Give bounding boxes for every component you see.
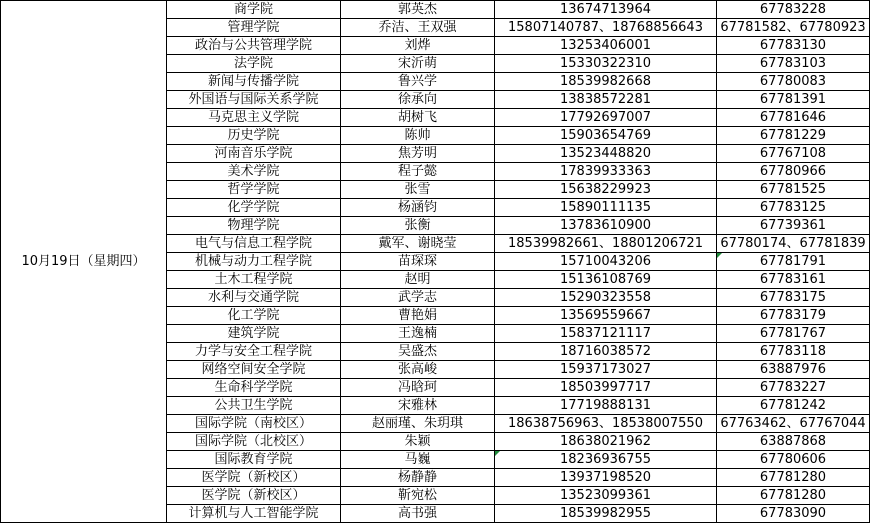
office-phone-cell[interactable]: 67781646 (717, 109, 870, 127)
contact-cell[interactable]: 赵明 (341, 271, 495, 289)
contact-cell[interactable]: 鲁兴学 (341, 73, 495, 91)
mobile-cell[interactable]: 13569559667 (495, 307, 717, 325)
mobile-cell[interactable]: 15638229923 (495, 181, 717, 199)
contact-cell[interactable]: 高书强 (341, 505, 495, 523)
mobile-cell[interactable]: 15890111135 (495, 199, 717, 217)
mobile-cell[interactable]: 15937173027 (495, 361, 717, 379)
mobile-cell[interactable]: 17719888131 (495, 397, 717, 415)
office-phone-cell[interactable]: 67783125 (717, 199, 870, 217)
mobile-cell[interactable]: 13674713964 (495, 1, 717, 19)
contact-cell[interactable]: 乔洁、王双强 (341, 19, 495, 37)
college-cell[interactable]: 力学与安全工程学院 (167, 343, 341, 361)
contact-cell[interactable]: 靳宛松 (341, 487, 495, 505)
office-phone-cell[interactable]: 63887976 (717, 361, 870, 379)
office-phone-cell[interactable]: 67781229 (717, 127, 870, 145)
mobile-cell[interactable]: 17839933363 (495, 163, 717, 181)
office-phone-cell[interactable]: 67783130 (717, 37, 870, 55)
college-cell[interactable]: 管理学院 (167, 19, 341, 37)
contact-cell[interactable]: 朱颖 (341, 433, 495, 451)
college-cell[interactable]: 建筑学院 (167, 325, 341, 343)
office-phone-cell[interactable]: 67780083 (717, 73, 870, 91)
mobile-cell[interactable]: 13523099361 (495, 487, 717, 505)
mobile-cell[interactable]: 17792697007 (495, 109, 717, 127)
college-cell[interactable]: 化学学院 (167, 199, 341, 217)
mobile-cell[interactable]: 13523448820 (495, 145, 717, 163)
office-phone-cell[interactable]: 67780966 (717, 163, 870, 181)
college-cell[interactable]: 国际学院（南校区） (167, 415, 341, 433)
contact-cell[interactable]: 戴军、谢晓莹 (341, 235, 495, 253)
office-phone-cell[interactable]: 67783161 (717, 271, 870, 289)
mobile-cell[interactable]: 13838572281 (495, 91, 717, 109)
office-phone-cell[interactable]: 67783175 (717, 289, 870, 307)
mobile-cell[interactable]: 15710043206 (495, 253, 717, 271)
college-cell[interactable]: 法学院 (167, 55, 341, 73)
office-phone-cell[interactable]: 67781767 (717, 325, 870, 343)
contact-cell[interactable]: 赵丽瑾、朱玥琪 (341, 415, 495, 433)
office-phone-cell[interactable]: 63887868 (717, 433, 870, 451)
office-phone-cell[interactable]: 67783228 (717, 1, 870, 19)
contact-cell[interactable]: 吴盛杰 (341, 343, 495, 361)
contact-cell[interactable]: 苗琛琛 (341, 253, 495, 271)
college-cell[interactable]: 机械与动力工程学院 (167, 253, 341, 271)
contact-cell[interactable]: 刘烨 (341, 37, 495, 55)
office-phone-cell[interactable]: 67783090 (717, 505, 870, 523)
mobile-cell[interactable]: 18539982955 (495, 505, 717, 523)
contact-cell[interactable]: 陈帅 (341, 127, 495, 145)
contact-cell[interactable]: 徐承向 (341, 91, 495, 109)
college-cell[interactable]: 政治与公共管理学院 (167, 37, 341, 55)
mobile-cell[interactable]: 18539982661、18801206721 (495, 235, 717, 253)
contact-cell[interactable]: 曹艳娟 (341, 307, 495, 325)
contact-cell[interactable]: 马巍 (341, 451, 495, 469)
contact-cell[interactable]: 武学志 (341, 289, 495, 307)
college-cell[interactable]: 国际教育学院 (167, 451, 341, 469)
college-cell[interactable]: 哲学学院 (167, 181, 341, 199)
contact-cell[interactable]: 程子懿 (341, 163, 495, 181)
college-cell[interactable]: 新闻与传播学院 (167, 73, 341, 91)
mobile-cell[interactable]: 15807140787、18768856643 (495, 19, 717, 37)
office-phone-cell[interactable]: 67781280 (717, 469, 870, 487)
college-cell[interactable]: 商学院 (167, 1, 341, 19)
mobile-cell[interactable]: 18236936755 (495, 451, 717, 469)
mobile-cell[interactable]: 15903654769 (495, 127, 717, 145)
mobile-cell[interactable]: 13937198520 (495, 469, 717, 487)
table-row (1, 1, 870, 19)
contact-cell[interactable]: 张雪 (341, 181, 495, 199)
office-phone-cell[interactable]: 67783118 (717, 343, 870, 361)
mobile-cell[interactable]: 13783610900 (495, 217, 717, 235)
college-cell[interactable]: 医学院（新校区） (167, 469, 341, 487)
office-phone-cell[interactable]: 67781242 (717, 397, 870, 415)
mobile-cell[interactable]: 18638021962 (495, 433, 717, 451)
office-phone-cell[interactable]: 67763462、67767044 (717, 415, 870, 433)
mobile-cell[interactable]: 15330322310 (495, 55, 717, 73)
office-phone-cell[interactable]: 67780606 (717, 451, 870, 469)
college-cell[interactable]: 电气与信息工程学院 (167, 235, 341, 253)
contact-cell[interactable]: 杨静静 (341, 469, 495, 487)
office-phone-cell[interactable]: 67781391 (717, 91, 870, 109)
office-phone-cell[interactable]: 67767108 (717, 145, 870, 163)
college-cell[interactable]: 国际学院（北校区） (167, 433, 341, 451)
office-phone-cell[interactable]: 67781582、67780923 (717, 19, 870, 37)
contact-cell[interactable]: 张衡 (341, 217, 495, 235)
office-phone-cell[interactable]: 67783227 (717, 379, 870, 397)
office-phone-cell[interactable]: 67739361 (717, 217, 870, 235)
mobile-cell[interactable]: 15837121117 (495, 325, 717, 343)
contact-cell[interactable]: 杨涵钧 (341, 199, 495, 217)
office-phone-cell[interactable]: 67781525 (717, 181, 870, 199)
college-cell[interactable]: 网络空间安全学院 (167, 361, 341, 379)
contact-cell[interactable]: 胡树飞 (341, 109, 495, 127)
mobile-cell[interactable]: 18638756963、18538007550 (495, 415, 717, 433)
college-cell[interactable]: 公共卫生学院 (167, 397, 341, 415)
contact-cell[interactable]: 宋雅林 (341, 397, 495, 415)
contact-table-body (1, 1, 870, 523)
contact-cell[interactable]: 郭英杰 (341, 1, 495, 19)
mobile-cell[interactable]: 18539982668 (495, 73, 717, 91)
office-phone-cell[interactable]: 67781791 (717, 253, 870, 271)
college-cell[interactable]: 计算机与人工智能学院 (167, 505, 341, 523)
college-cell[interactable]: 医学院（新校区） (167, 487, 341, 505)
college-cell[interactable]: 美术学院 (167, 163, 341, 181)
office-phone-cell[interactable]: 67783103 (717, 55, 870, 73)
office-phone-cell[interactable]: 67780174、67781839 (717, 235, 870, 253)
mobile-cell[interactable]: 18503997717 (495, 379, 717, 397)
college-cell[interactable]: 生命科学学院 (167, 379, 341, 397)
college-cell[interactable]: 外国语与国际关系学院 (167, 91, 341, 109)
contact-cell[interactable]: 宋沂萌 (341, 55, 495, 73)
date-cell[interactable]: 10月19日（星期四） (1, 1, 167, 523)
college-cell[interactable]: 物理学院 (167, 217, 341, 235)
college-cell[interactable]: 马克思主义学院 (167, 109, 341, 127)
office-phone-cell[interactable]: 67781280 (717, 487, 870, 505)
office-phone-cell[interactable]: 67783179 (717, 307, 870, 325)
mobile-cell[interactable]: 15136108769 (495, 271, 717, 289)
contact-cell[interactable]: 冯晗珂 (341, 379, 495, 397)
college-cell[interactable]: 历史学院 (167, 127, 341, 145)
mobile-cell[interactable]: 13253406001 (495, 37, 717, 55)
contact-cell[interactable]: 张高峻 (341, 361, 495, 379)
college-cell[interactable]: 水利与交通学院 (167, 289, 341, 307)
contact-cell[interactable]: 王逸楠 (341, 325, 495, 343)
college-cell[interactable]: 土木工程学院 (167, 271, 341, 289)
contact-cell[interactable]: 焦芳明 (341, 145, 495, 163)
mobile-cell[interactable]: 18716038572 (495, 343, 717, 361)
college-cell[interactable]: 化工学院 (167, 307, 341, 325)
college-cell[interactable]: 河南音乐学院 (167, 145, 341, 163)
mobile-cell[interactable]: 15290323558 (495, 289, 717, 307)
